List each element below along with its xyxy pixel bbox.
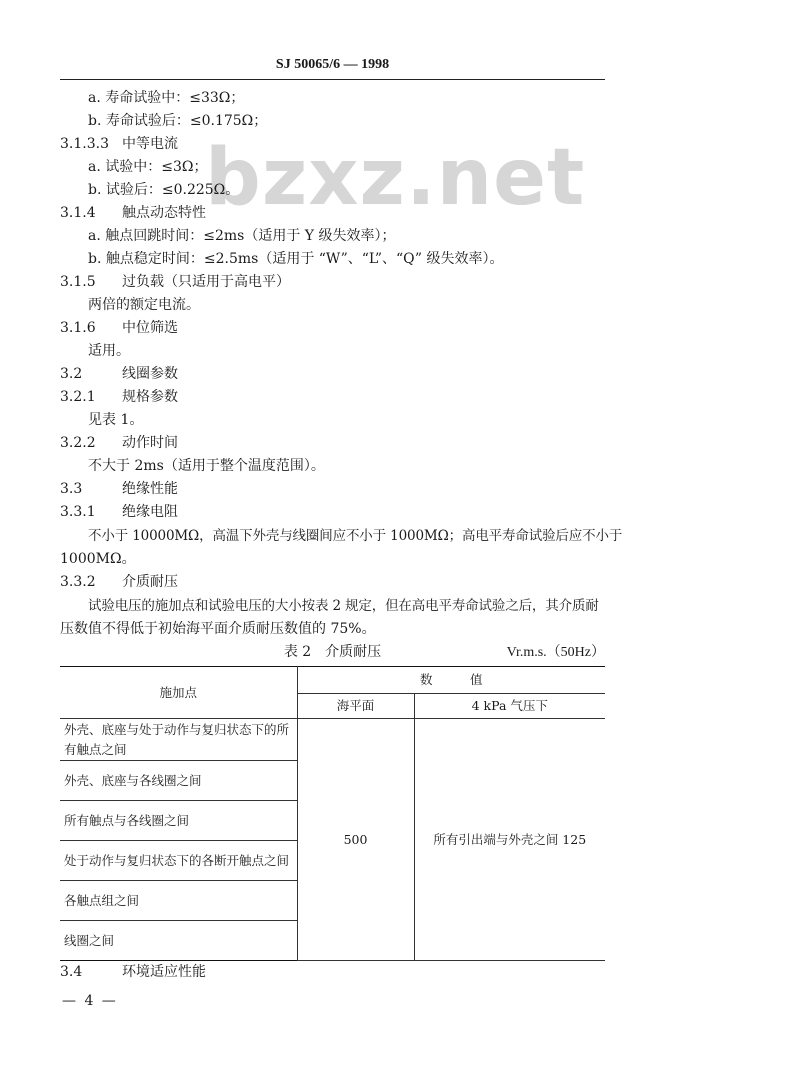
section-title: 规格参数 <box>122 389 178 405</box>
col-header-application-point: 施加点 <box>60 667 297 719</box>
section-heading <box>60 962 206 982</box>
text-line: 不小于 10000MΩ，高温下外壳与线圈间应不小于 1000MΩ；高电平寿命试验后应不小于 <box>88 528 623 544</box>
dielectric-withstand-table <box>60 666 605 961</box>
section-heading <box>60 272 290 292</box>
table-row-label: 线圈之间 <box>60 921 297 961</box>
section-heading <box>60 318 178 338</box>
text-line: a. 试验中：≤3Ω； <box>88 159 208 175</box>
section-title: 环境适应性能 <box>122 964 206 980</box>
header-rule <box>60 79 605 80</box>
page-number: — 4 — <box>62 993 118 1009</box>
section-title: 中位筛选 <box>122 320 178 336</box>
section-heading <box>60 433 178 453</box>
text-line: 不大于 2ms（适用于整个温度范围）。 <box>88 458 325 474</box>
text-line: a. 触点回跳时间：≤2ms（适用于 Y 级失效率）； <box>88 228 396 244</box>
section-number: 3.2.1 <box>60 389 96 405</box>
sea-level-value: 500 <box>297 719 414 961</box>
section-heading <box>60 203 206 223</box>
section-heading <box>60 364 178 384</box>
section-number: 3.1.3.3 <box>60 136 109 152</box>
text-line: a. 寿命试验中：≤33Ω； <box>88 90 245 106</box>
section-title: 触点动态特性 <box>122 205 206 221</box>
table-row-label: 处于动作与复归状态下的各断开触点之间 <box>60 841 297 881</box>
text-line: 压数值不得低于初始海平面介质耐压数值的 75%。 <box>60 621 376 637</box>
table-title: 表 2 介质耐压 <box>283 644 382 660</box>
section-number: 3.3.1 <box>60 504 96 520</box>
table-row-label: 各触点组之间 <box>60 881 297 921</box>
section-title: 动作时间 <box>122 435 178 451</box>
text-line: b. 寿命试验后：≤0.175Ω； <box>88 113 268 129</box>
section-number: 3.3.2 <box>60 574 96 590</box>
sub-header-low-pressure: 4 kPa 气压下 <box>414 694 605 719</box>
table-row-label: 外壳、底座与各线圈之间 <box>60 761 297 801</box>
section-title: 中等电流 <box>122 136 178 152</box>
text-line: 见表 1。 <box>88 412 144 428</box>
section-heading <box>60 479 178 499</box>
table-caption <box>60 641 605 661</box>
text-line: 试验电压的施加点和试验电压的大小按表 2 规定，但在高电平寿命试验之后，其介质耐 <box>88 598 599 614</box>
section-number: 3.3 <box>60 481 83 497</box>
low-pressure-value: 所有引出端与外壳之间 125 <box>414 719 605 961</box>
section-number: 3.1.4 <box>60 205 96 221</box>
section-heading <box>60 387 178 407</box>
text-line: 适用。 <box>88 343 130 359</box>
col-header-values: 数 值 <box>297 667 605 694</box>
section-number: 3.1.5 <box>60 274 96 290</box>
section-heading <box>60 134 178 154</box>
section-title: 介质耐压 <box>122 574 178 590</box>
section-heading <box>60 502 178 522</box>
text-line: b. 试验后：≤0.225Ω。 <box>88 182 240 198</box>
section-title: 线圈参数 <box>122 366 178 382</box>
section-number: 3.2.2 <box>60 435 96 451</box>
table-unit: Vr.m.s.（50Hz） <box>506 645 605 660</box>
section-number: 3.2 <box>60 366 83 382</box>
table-row-label: 所有触点与各线圈之间 <box>60 801 297 841</box>
section-title: 过负载（只适用于高电平） <box>122 274 290 290</box>
section-number: 3.1.6 <box>60 320 96 336</box>
text-line: 两倍的额定电流。 <box>88 297 200 313</box>
table-row-label: 外壳、底座与处于动作与复归状态下的所有触点之间 <box>60 719 297 761</box>
section-heading <box>60 572 178 592</box>
text-line: b. 触点稳定时间：≤2.5ms（适用于 “W”、“L”、“Q” 级失效率）。 <box>88 251 504 267</box>
section-number: 3.4 <box>60 964 83 980</box>
watermark: bzxz.net <box>205 133 586 223</box>
sub-header-sea-level: 海平面 <box>297 694 414 719</box>
section-title: 绝缘性能 <box>122 481 178 497</box>
section-title: 绝缘电阻 <box>122 504 178 520</box>
document-header: SJ 50065/6 — 1998 <box>275 57 390 72</box>
text-line: 1000MΩ。 <box>60 551 136 567</box>
